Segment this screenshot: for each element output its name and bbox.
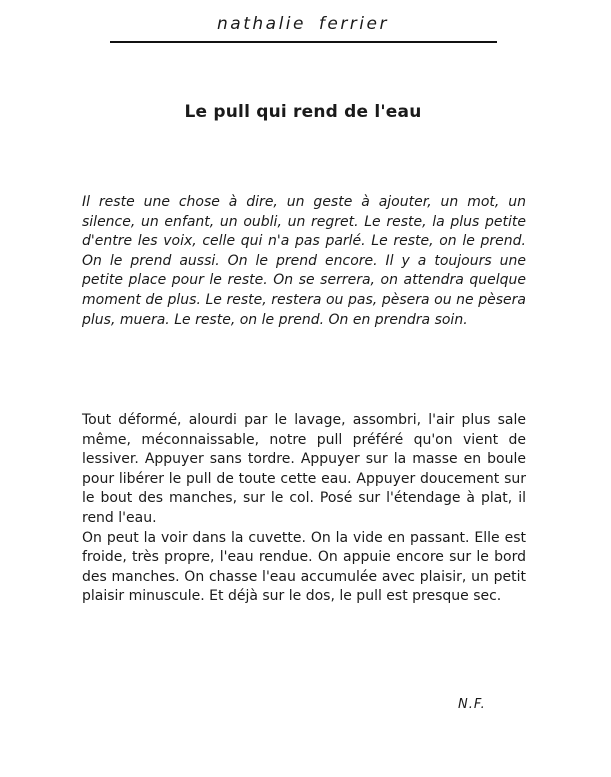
author-header: nathalie ferrier (217, 14, 389, 34)
body-paragraph-2: On peut la voir dans la cuvette. On la vide en passant. Elle est froide, très propre, l'eau rendue. On appuie encore sur le bord des manches. On chasse l'eau accumulée avec plaisir, un petit plaisir minuscule. Et déjà sur le dos, le pull est presque sec. (82, 529, 526, 605)
body-paragraph-1: Tout déformé, alourdi par le lavage, assombri, l'air plus sale même, méconnaissable, notre pull préféré qu'on vient de lessiver. Appuyer sans tordre. Appuyer sur la masse en boule pour libérer le pull de toute cette eau. Appuyer doucement sur le bout des manches, sur le col. Posé sur l'étendage à plat, il rend l'eau. (82, 412, 526, 526)
header-rule (110, 41, 497, 43)
body-text (82, 411, 526, 607)
signature: N.F. (458, 697, 486, 712)
document-title: Le pull qui rend de l'eau (184, 102, 422, 122)
epigraph: Il reste une chose à dire, un geste à ajouter, un mot, un silence, un enfant, un oubli, un regret. Le reste, la plus petite d'entre les voix, celle qui n'a pas parlé. Le reste, on le prend. On le prend aussi. On le prend encore. Il y a toujours une petite place pour le reste. On se serrera, on attendra quelque moment de plus. Le reste, restera ou pas, pèsera ou ne pèsera plus, muera. Le reste, on le prend. On en prendra soin. (82, 194, 526, 328)
